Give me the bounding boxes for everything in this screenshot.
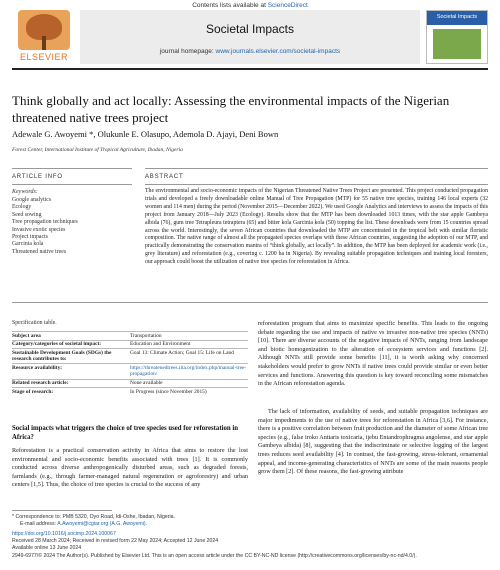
spec-key: Category/categories of societal impact:: [12, 341, 102, 348]
table-row: [12, 379, 248, 388]
sciencedirect-link[interactable]: ScienceDirect: [267, 2, 308, 9]
doi-link[interactable]: https://doi.org/10.1016/j.socimp.2024.100067: [12, 531, 116, 537]
table-row: [12, 349, 248, 364]
abstract-divider-bottom: [145, 184, 488, 185]
info-divider-top: [12, 168, 132, 169]
publisher-logo-text: ELSEVIER: [19, 52, 69, 62]
article-history: Received 28 March 2024; Received in revised form 22 May 2024; Accepted 12 June 2024: [12, 538, 219, 544]
spec-value: Transportation: [130, 332, 162, 339]
cover-image: [433, 29, 481, 59]
body-paragraph-right-1: reforestation program that aims to maximize specific benefits. This leads to the ongoing debate regarding the use and impacts of native vs invasive non-native tree species (NNTs) [10]. There are diverse accounts of the negative impacts of NNTs, ranging from landscape and biotic homogenization to the alteration of ecosystem services and functions [2]. Although NNTs still provide some benefits [11], it is worth asking why concerned stakeholders would prefer to grow NNTs if native trees could provide similar or even better services and functions. Answering this question is key toward reconciling some mismatches in the African reforestation agenda.: [258, 320, 488, 388]
available-online: Available online 13 June 2024: [12, 545, 82, 551]
cover-title: Societal Impacts: [436, 14, 478, 20]
abstract-end-divider: [12, 302, 488, 303]
abstract-text: The environmental and socio-economic impacts of the Nigerian Threatened Native Trees Project are presented. This project conducted propagation trials and developed a freely downloadable online Manual of Tree Propagation (MTP) for 55 native tree species, training 146 local experts (32 women and 114 men) during the period (November 2015—December 2022). We used Google Analytics and interviews to assess the impacts of this project from January 2018—July 2023 (Ecology). Results show that the MTP has been downloaded 1013 times, with the star apple Gambeya albida (76), gum tree Tetrapleura tetraptera (65) and bitter kola Garcinia kola (50) topping the list. These downloads were from 15 countries spread across the world. Interestingly, the seven African countries that downloaded the MTP are concentrated in the tropical belt with similar floristic composition. The native range of almost all the propagated species overlaps with these African countries, suggesting the adoption of our MTP, and practically demonstrating the conservation mantra of “think globally, act locally”. In addition, the MTP has been deployed for academic work (i.e., grey literature) and reforestation (e.g., covering c. 1200 ha in Nigeria). By revealing suitable propagation techniques and training local foresters, our approach could boost the utilization of native tree species for reforestation in Africa.: [145, 188, 488, 266]
table-row: [12, 364, 248, 379]
spec-key: Subject area: [12, 332, 41, 339]
table-row: [12, 340, 248, 349]
article-info-label: ARTICLE INFO: [12, 174, 63, 180]
section-heading: Social impacts what triggers the choice of tree species used for reforestation in Africa?: [12, 425, 239, 441]
email-link[interactable]: A.Awoyemi@cgiar.org (A.G. Awoyemi).: [57, 521, 148, 527]
spec-value: None available: [130, 380, 163, 387]
spec-key: Resource availability:: [12, 364, 63, 371]
keyword: Ecology: [12, 204, 32, 211]
author-affiliation: Forest Center, International Institute of Tropical Agriculture, Ibadan, Nigeria: [12, 147, 183, 153]
article-title: Think globally and act locally: Assessing the environmental impacts of the Nigerian threatened native trees project: [12, 93, 450, 125]
keyword: Seed sowing: [12, 211, 42, 218]
spec-key: Stage of research:: [12, 388, 54, 395]
keyword: Invasive exotic species: [12, 226, 66, 233]
keyword: Project impacts: [12, 234, 48, 241]
header-divider: [12, 68, 488, 70]
tree-logo-icon: [18, 10, 70, 50]
keywords-heading: Keywords:: [12, 189, 38, 195]
license-line: 2949-6977/© 2024 The Author(s). Published by Elsevier Ltd. This is an open access article under the CC BY-NC-ND license (http://creativecommons.org/licenses/by-nc-nd/4.0/).: [12, 553, 417, 559]
keyword: Threatened native trees: [12, 248, 67, 255]
abstract-divider-top: [145, 168, 488, 169]
table-row: [12, 332, 248, 341]
keyword: Tree propagation techniques: [12, 219, 78, 226]
info-divider-bottom: [12, 184, 132, 185]
spec-value: Education and Environment: [130, 341, 191, 348]
journal-cover-thumbnail[interactable]: [426, 10, 488, 64]
spec-key: Sustainable Development Goals (SDGs) the research contributes to:: [12, 349, 112, 363]
table-row: [12, 388, 248, 396]
journal-title: Societal Impacts: [205, 22, 295, 36]
spec-key: Related research article:: [12, 380, 69, 387]
correspondence-note: * Correspondence to: PMB 5320, Oyo Road, Idi-Oshe, Ibadan, Nigeria.: [12, 514, 175, 520]
specification-table: [12, 331, 248, 396]
elsevier-logo[interactable]: [12, 10, 76, 64]
contents-availability: Contents lists available at ScienceDirect: [192, 2, 308, 9]
spec-table-title: Specification table.: [12, 320, 57, 326]
footnote-divider: [12, 510, 112, 511]
keyword: Google analytics: [12, 197, 52, 203]
keywords-list: [12, 197, 132, 256]
journal-homepage-link[interactable]: www.journals.elsevier.com/societal-impacts: [215, 48, 341, 55]
email-line: E-mail address: A.Awoyemi@cgiar.org (A.G. Awoyemi).: [20, 521, 148, 527]
spec-value: Goal 13: Climate Action; Goal 15: Life on Land: [130, 349, 234, 356]
journal-homepage: journal homepage: www.journals.elsevier.com/societal-impacts: [159, 48, 341, 55]
journal-header: [12, 0, 488, 66]
keyword: Garcinia kola: [12, 241, 44, 248]
spec-value: In Progress (since November 2015): [130, 388, 207, 395]
article-authors: Adewale G. Awoyemi *, Olukunle E. Olasupo, Ademola D. Ajayi, Deni Bown: [12, 129, 279, 139]
resource-link[interactable]: https://threatenedtrees.iita.org/index.php/manual-tree-propagation/: [130, 364, 247, 378]
body-paragraph-right-2: The lack of information, availability of seeds, and suitable propagation techniques are major impediments to the use of native trees for reforestation in Africa [3,6]. For instance, there is a positive correlation between fruit production and the diameter of some African tree species (e.g., false iroko Antiaris toxicaria, ijebu Entandrophragma angolense, and star apple Gambeya albida) [8], suggesting that the indiscriminate or selective logging of the largest trees reduces seed availability [4]. In contrast, the fast-growing, stress-tolerant, ornamental appeal, and income-generating characteristics of NNTs are some of the main reasons people grow them [2]. Of these reasons, the fast-growing attribute: [258, 408, 488, 476]
body-paragraph-left: Reforestation is a practical conservation activity in Africa that aims to restore the lost environmental and socio-economic benefits associated with trees [1]. It is commonly conducted across diverse anthropogenically disturbed areas, such as degraded forests, farmlands (e.g., through farmer-managed natural regeneration or agroforestry) and urban centers [1,5]. Thus, the choice of tree species is crucial to the success of any: [12, 447, 248, 489]
journal-banner: [80, 10, 420, 64]
abstract-label: ABSTRACT: [145, 174, 184, 180]
